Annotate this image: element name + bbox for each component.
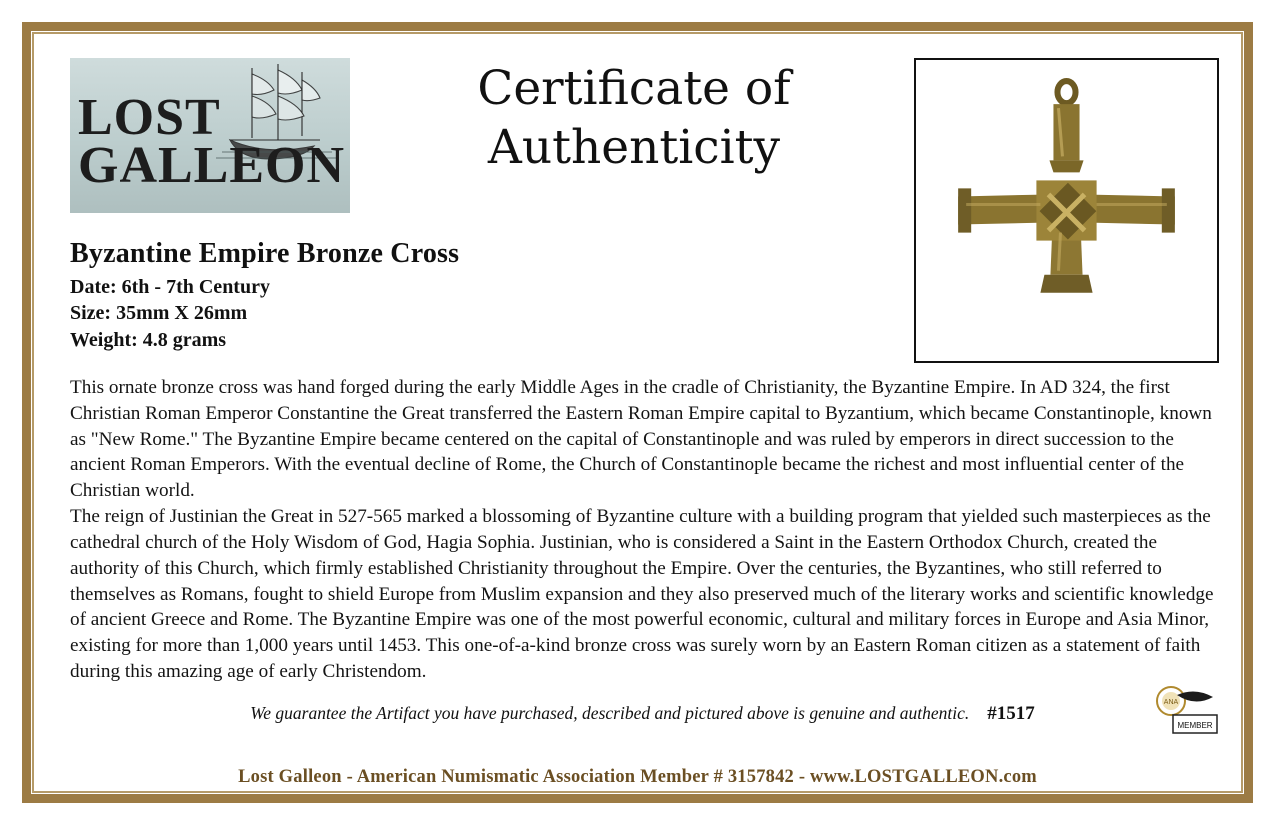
logo-line-2: GALLEON	[78, 136, 346, 194]
item-weight: Weight: 4.8 grams	[70, 328, 227, 351]
item-details	[70, 238, 630, 353]
title-line-2: Authenticity	[487, 119, 781, 175]
certificate-serial-number: #1517	[987, 703, 1035, 724]
svg-text:ANA: ANA	[1163, 699, 1179, 706]
certificate-footer	[22, 751, 1253, 803]
logo-line-1: LOST	[78, 89, 221, 146]
ana-member-seal-icon	[1147, 685, 1221, 737]
bronze-cross-image	[916, 60, 1217, 361]
artifact-photo	[914, 58, 1219, 363]
description-paragraph-1: This ornate bronze cross was hand forged during the early Middle Ages in the cradle of Christianity, the Byzantine Empire. In AD 324, the first Christian Roman Emperor Constantine the Great transferred the Eastern Roman Empire capital to Byzantium, which became Constantinople, known as "New Rome." The Byzantine Empire became centered on the capital of Constantinople and was ruled by emperors in direct succession to the ancient Roman Emperors. With the eventual decline of Rome, the Church of Constantinople became the richest and most influential center of the Christian world.	[70, 377, 1212, 502]
guarantee-text: We guarantee the Artifact you have purchased, described and pictured above is genuine and authentic.	[250, 703, 970, 723]
certificate-header	[44, 42, 1231, 217]
item-size: Size: 35mm X 26mm	[70, 302, 248, 325]
footer-text: Lost Galleon - American Numismatic Association Member # 3157842 - www.LOSTGALLEON.com	[238, 766, 1037, 787]
description-paragraph-2: The reign of Justinian the Great in 527-565 marked a blossoming of Byzantine culture with a building program that yielded such masterpieces as the cathedral church of the Holy Wisdom of God, Hagia Sophia. Justinian, who is considered a Saint in the Eastern Orthodox Church, created the authority of this Church, which firmly established Christianity throughout the Empire. Over the centuries, the Byzantines, who still referred to themselves as Romans, fought to shield Europe from Muslim expansion and they also preserved much of the literary works and scientific knowledge of ancient Greece and Rome. The Byzantine Empire was one of the most powerful economic, cultural and military forces in Europe and Asia Minor, existing for more than 1,000 years until 1453. This one-of-a-kind bronze cross was surely worn by an Eastern Roman citizen as a statement of faith during this amazing age of early Christendom.	[70, 506, 1214, 683]
description-body	[70, 375, 1215, 685]
title-line-1: Certificate of	[477, 61, 791, 116]
item-date: Date: 6th - 7th Century	[70, 276, 270, 298]
guarantee-line	[70, 703, 1215, 725]
lost-galleon-logo	[70, 58, 350, 213]
svg-text:MEMBER: MEMBER	[1177, 721, 1213, 730]
page-title	[374, 60, 894, 178]
item-title: Byzantine Empire Bronze Cross	[70, 238, 460, 269]
lost-galleon-wordmark	[78, 89, 346, 194]
certificate-content	[44, 42, 1231, 781]
